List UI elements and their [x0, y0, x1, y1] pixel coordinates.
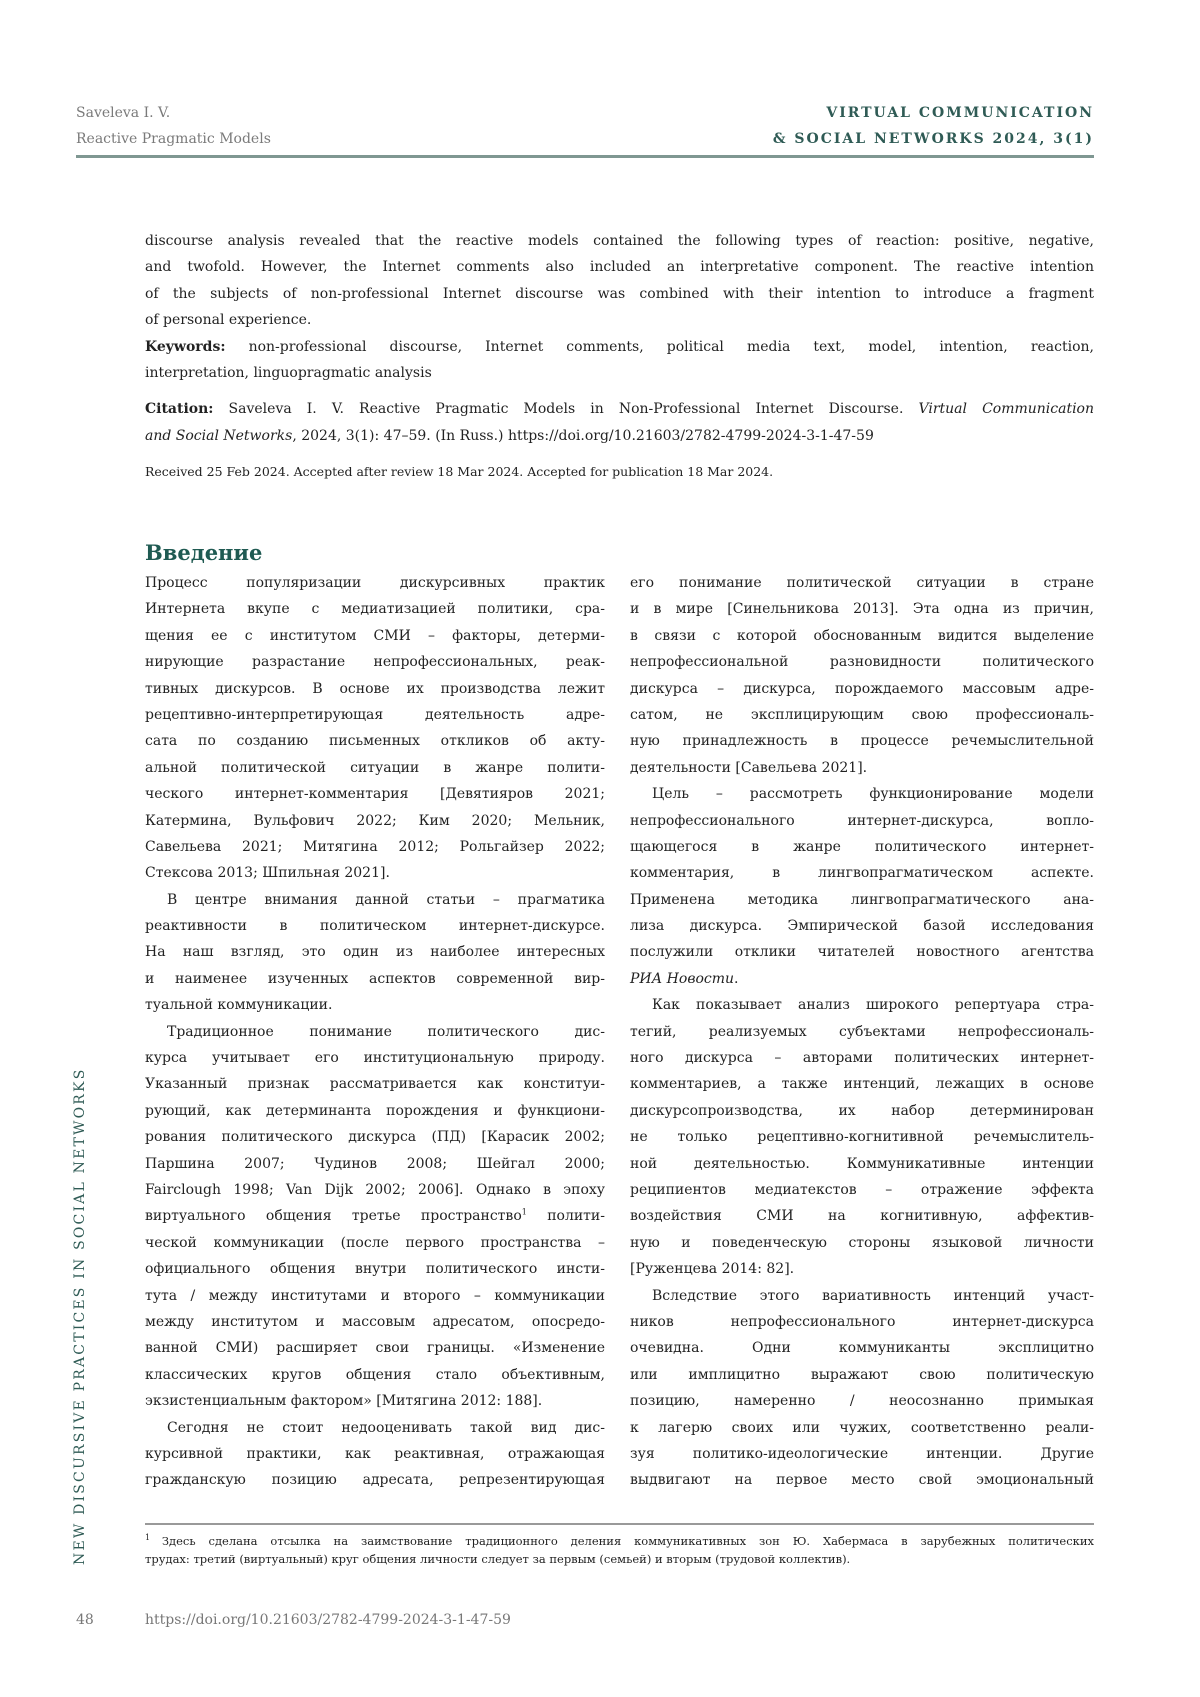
text-line: реципиентов медиатекстов – отражение эффекта	[630, 1177, 1094, 1203]
text-line: сата по созданию письменных откликов об акту-	[145, 728, 605, 754]
text-line: между институтом и массовым адресатом, опосредо-	[145, 1309, 605, 1335]
text-line: классических кругов общения стало объективным,	[145, 1362, 605, 1388]
text-line: тегий, реализуемых субъектами непрофессиональ-	[630, 1019, 1094, 1045]
paragraph	[145, 228, 1094, 334]
text-line: тута / между институтами и второго – коммуникации	[145, 1283, 605, 1309]
text-line: Применена методика лингвопрагматического ана-	[630, 887, 1094, 913]
text-line: дискурсопроизводства, их набор детерминирован	[630, 1098, 1094, 1124]
text-line: официального общения внутри политического инсти-	[145, 1256, 605, 1282]
paragraph	[145, 1019, 605, 1415]
text-line: лиза дискурса. Эмпирической базой исследования	[630, 913, 1094, 939]
text-line: воздействия СМИ на когнитивную, аффектив-	[630, 1203, 1094, 1229]
text-line: Как показывает анализ широкого репертуара стра-	[630, 992, 1094, 1018]
text-line	[145, 396, 1094, 422]
journal-title-line2: & SOCIAL NETWORKS 2024, 3(1)	[773, 126, 1094, 152]
text-line: ную и поведенческую стороны языковой личности	[630, 1230, 1094, 1256]
text-run: .	[734, 971, 738, 987]
text-line: Вследствие этого вариативность интенций участ-	[630, 1283, 1094, 1309]
journal-title-line1: VIRTUAL COMMUNICATION	[773, 100, 1094, 126]
text-run: Saveleva I. V. Reactive Pragmatic Models in Non-Professional Internet Discourse.	[213, 401, 918, 417]
text-line: ванной СМИ) расширяет свои границы. «Изменение	[145, 1335, 605, 1361]
paragraph	[145, 570, 605, 887]
footnote-line: 1 Здесь сделана отсылка на заимствование традиционного деления коммуникативных зон Ю. Хабермаса в зарубежных политических	[145, 1532, 1094, 1550]
paragraph	[145, 1415, 605, 1494]
text-line: ной деятельностью. Коммуникативные интенции	[630, 1151, 1094, 1177]
running-header-journal	[773, 100, 1094, 152]
inline-label: Keywords:	[145, 339, 226, 355]
text-line: of the subjects of non-professional Internet discourse was combined with their intention to introduce a fragment	[145, 281, 1094, 307]
text-line: Цель – рассмотреть функционирование модели	[630, 781, 1094, 807]
text-line: комментариев, а также интенций, лежащих в основе	[630, 1071, 1094, 1097]
paragraph	[630, 781, 1094, 992]
text-line	[630, 966, 1094, 992]
text-run: Virtual Communication	[918, 401, 1094, 417]
text-line: рования политического дискурса (ПД) [Карасик 2002;	[145, 1124, 605, 1150]
paragraph	[630, 992, 1094, 1282]
text-line: очевидна. Одни коммуниканты эксплицитно	[630, 1335, 1094, 1361]
footnote	[145, 1532, 1094, 1568]
text-line: of personal experience.	[145, 307, 1094, 333]
text-line: Катермина, Вульфович 2022; Ким 2020; Мельник,	[145, 808, 605, 834]
text-run: , 2024, 3(1): 47–59. (In Russ.) https://doi.org/10.21603/2782-4799-2024-3-1-47-59	[292, 428, 874, 444]
text-line: тивных дискурсов. В основе их производства лежит	[145, 676, 605, 702]
footnote-rule	[145, 1523, 1094, 1525]
paragraph	[145, 459, 1094, 485]
text-line: and twofold. However, the Internet comments also included an interpretative component. The reactive intention	[145, 254, 1094, 280]
text-line	[145, 334, 1094, 360]
text-run: РИА Новости	[630, 971, 734, 987]
right-column	[630, 570, 1094, 1494]
text-line: зуя политико-идеологические интенции. Другие	[630, 1441, 1094, 1467]
section-heading: Введение	[145, 540, 262, 565]
paragraph	[145, 334, 1094, 387]
text-line: непрофессионального интернет-дискурса, вопло-	[630, 808, 1094, 834]
text-line: к лагерю своих или чужих, соответственно реали-	[630, 1415, 1094, 1441]
running-header-left	[76, 100, 271, 152]
left-column	[145, 570, 605, 1494]
footnote-number: 1	[145, 1533, 162, 1542]
header-author: Saveleva I. V.	[76, 100, 271, 126]
text-run: and Social Networks	[145, 428, 292, 444]
text-line: сатом, не эксплицирующим свою профессиональ-	[630, 702, 1094, 728]
text-line: и в мире [Синельникова 2013]. Эта одна из причин,	[630, 596, 1094, 622]
text-run: non-professional discourse, Internet comments, political media text, model, intention, reaction,	[226, 339, 1094, 355]
text-line: Процесс популяризации дискурсивных практик	[145, 570, 605, 596]
text-line: не только рецептивно-когнитивной речемыслитель-	[630, 1124, 1094, 1150]
header-rule	[76, 155, 1094, 158]
text-line: в связи с которой обоснованным видится выделение	[630, 623, 1094, 649]
text-line: непрофессиональной разновидности политического	[630, 649, 1094, 675]
text-line: ников непрофессионального интернет-дискурса	[630, 1309, 1094, 1335]
text-line: Савельева 2021; Митягина 2012; Рольгайзер 2022;	[145, 834, 605, 860]
text-line: экзистенциальным фактором» [Митягина 2012: 188].	[145, 1388, 605, 1414]
text-line: Сегодня не стоит недооценивать такой вид дис-	[145, 1415, 605, 1441]
paragraph	[145, 396, 1094, 449]
text-line: и наименее изученных аспектов современной вир-	[145, 966, 605, 992]
text-line: Интернета вкупе с медиатизацией политики, сра-	[145, 596, 605, 622]
text-line: рующий, как детерминанта порождения и функциони-	[145, 1098, 605, 1124]
text-line: позицию, намеренно / неосознанно примыкая	[630, 1388, 1094, 1414]
text-run: полити-	[527, 1208, 605, 1224]
paragraph	[630, 570, 1094, 781]
text-line: курсивной практики, как реактивная, отражающая	[145, 1441, 605, 1467]
text-line: дискурса – дискурса, порождаемого массовым адре-	[630, 676, 1094, 702]
text-line: Received 25 Feb 2024. Accepted after review 18 Mar 2024. Accepted for publication 18 Mar 2024.	[145, 459, 1094, 485]
text-line: реактивности в политическом интернет-дискурсе.	[145, 913, 605, 939]
text-line: ную принадлежность в процессе речемыслительной	[630, 728, 1094, 754]
text-line: послужили отклики читателей новостного агентства	[630, 939, 1094, 965]
text-run: виртуального общения третье пространство	[145, 1208, 522, 1224]
text-line: interpretation, linguopragmatic analysis	[145, 360, 1094, 386]
text-line: ческого интернет-комментария [Девятияров 2021;	[145, 781, 605, 807]
text-line: discourse analysis revealed that the reactive models contained the following types of reaction: positive, negative,	[145, 228, 1094, 254]
text-line: В центре внимания данной статьи – прагматика	[145, 887, 605, 913]
footer-doi-link[interactable]: https://doi.org/10.21603/2782-4799-2024-3-1-47-59	[145, 1612, 511, 1628]
text-line: туальной коммуникации.	[145, 992, 605, 1018]
text-line: Паршина 2007; Чудинов 2008; Шейгал 2000;	[145, 1151, 605, 1177]
text-line: Fairclough 1998; Van Dijk 2002; 2006]. Однако в эпоху	[145, 1177, 605, 1203]
text-line: рецептивно-интерпретирующая деятельность адре-	[145, 702, 605, 728]
text-line: щающегося в жанре политического интернет-	[630, 834, 1094, 860]
text-line: нирующие разрастание непрофессиональных, реак-	[145, 649, 605, 675]
text-line: альной политической ситуации в жанре полити-	[145, 755, 605, 781]
text-line: курса учитывает его институциональную природу.	[145, 1045, 605, 1071]
header-short-title: Reactive Pragmatic Models	[76, 126, 271, 152]
text-line: ческой коммуникации (после первого пространства –	[145, 1230, 605, 1256]
text-line: ного дискурса – авторами политических интернет-	[630, 1045, 1094, 1071]
paragraph	[145, 887, 605, 1019]
text-line: Указанный признак рассматривается как конституи-	[145, 1071, 605, 1097]
text-line: [Руженцева 2014: 82].	[630, 1256, 1094, 1282]
page-number: 48	[76, 1612, 94, 1628]
inline-label: Citation:	[145, 401, 213, 417]
text-line: щения ее с институтом СМИ – факторы, детерми-	[145, 623, 605, 649]
text-line: его понимание политической ситуации в стране	[630, 570, 1094, 596]
paragraph	[630, 1283, 1094, 1494]
text-line: Стексова 2013; Шпильная 2021].	[145, 860, 605, 886]
side-section-label: NEW DISCURSIVE PRACTICES IN SOCIAL NETWORKS	[72, 1068, 88, 1566]
text-line	[145, 423, 1094, 449]
text-line: комментария, в лингвопрагматическом аспекте.	[630, 860, 1094, 886]
text-line: Традиционное понимание политического дис-	[145, 1019, 605, 1045]
abstract-block	[145, 228, 1094, 486]
text-line: деятельности [Савельева 2021].	[630, 755, 1094, 781]
footnote-line: трудах: третий (виртуальный) круг общения личности следует за первым (семьей) и вторым (трудовой коллектив).	[145, 1550, 1094, 1568]
text-line: или имплицитно выражают свою политическую	[630, 1362, 1094, 1388]
footnote-ref: 1	[522, 1208, 527, 1217]
text-line: гражданскую позицию адресата, репрезентирующая	[145, 1467, 605, 1493]
text-line: выдвигают на первое место свой эмоциональный	[630, 1467, 1094, 1493]
text-line	[145, 1203, 605, 1229]
text-line: На наш взгляд, это один из наиболее интересных	[145, 939, 605, 965]
